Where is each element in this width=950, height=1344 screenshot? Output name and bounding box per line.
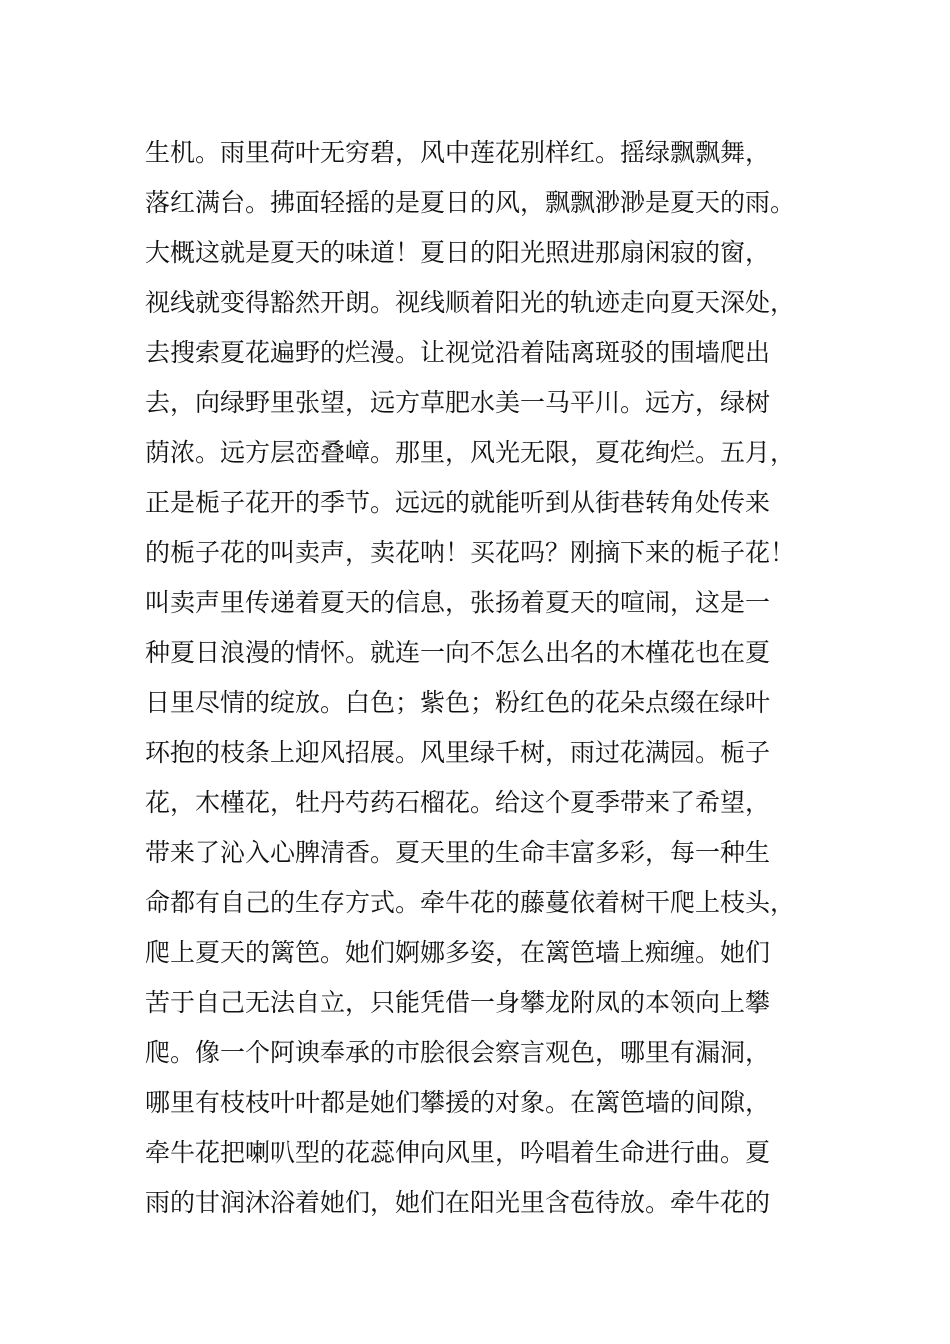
text-line: 生机。雨里荷叶无穷碧，风中莲花别样红。摇绿飘飘舞， bbox=[145, 138, 771, 167]
body-text bbox=[145, 128, 810, 1228]
text-line: 正是栀子花开的季节。远远的就能听到从街巷转角处传来 bbox=[145, 488, 771, 517]
text-line: 去，向绿野里张望，远方草肥水美一马平川。远方，绿树 bbox=[145, 388, 771, 417]
text-line: 的栀子花的叫卖声，卖花呐！买花吗？刚摘下来的栀子花！ bbox=[145, 538, 796, 567]
text-line: 叫卖声里传递着夏天的信息，张扬着夏天的喧闹，这是一 bbox=[145, 588, 771, 617]
text-line: 大概这就是夏天的味道！夏日的阳光照进那扇闲寂的窗， bbox=[145, 238, 771, 267]
text-line: 落红满台。拂面轻摇的是夏日的风，飘飘渺渺是夏天的雨。 bbox=[145, 188, 796, 217]
text-line: 爬。像一个阿谀奉承的市脍很会察言观色，哪里有漏洞， bbox=[145, 1038, 771, 1067]
text-line: 带来了沁入心脾清香。夏天里的生命丰富多彩，每一种生 bbox=[145, 838, 771, 867]
text-line: 命都有自己的生存方式。牵牛花的藤蔓依着树干爬上枝头， bbox=[145, 888, 796, 917]
text-line: 雨的甘润沐浴着她们，她们在阳光里含苞待放。牵牛花的 bbox=[145, 1188, 771, 1217]
text-line: 视线就变得豁然开朗。视线顺着阳光的轨迹走向夏天深处， bbox=[145, 288, 796, 317]
text-line: 环抱的枝条上迎风招展。风里绿千树，雨过花满园。栀子 bbox=[145, 738, 771, 767]
text-line: 牵牛花把喇叭型的花蕊伸向风里，吟唱着生命进行曲。夏 bbox=[145, 1138, 771, 1167]
text-line: 日里尽情的绽放。白色；紫色；粉红色的花朵点缀在绿叶 bbox=[145, 688, 771, 717]
text-line: 荫浓。远方层峦叠嶂。那里，风光无限，夏花绚烂。五月， bbox=[145, 438, 796, 467]
text-line: 爬上夏天的篱笆。她们婀娜多姿，在篱笆墙上痴缠。她们 bbox=[145, 938, 771, 967]
text-line: 种夏日浪漫的情怀。就连一向不怎么出名的木槿花也在夏 bbox=[145, 638, 771, 667]
text-line: 哪里有枝枝叶叶都是她们攀援的对象。在篱笆墙的间隙， bbox=[145, 1088, 771, 1117]
text-line: 去搜索夏花遍野的烂漫。让视觉沿着陆离斑驳的围墙爬出 bbox=[145, 338, 771, 367]
text-line: 花，木槿花，牡丹芍药石榴花。给这个夏季带来了希望， bbox=[145, 788, 771, 817]
text-line: 苦于自己无法自立，只能凭借一身攀龙附凤的本领向上攀 bbox=[145, 988, 771, 1017]
